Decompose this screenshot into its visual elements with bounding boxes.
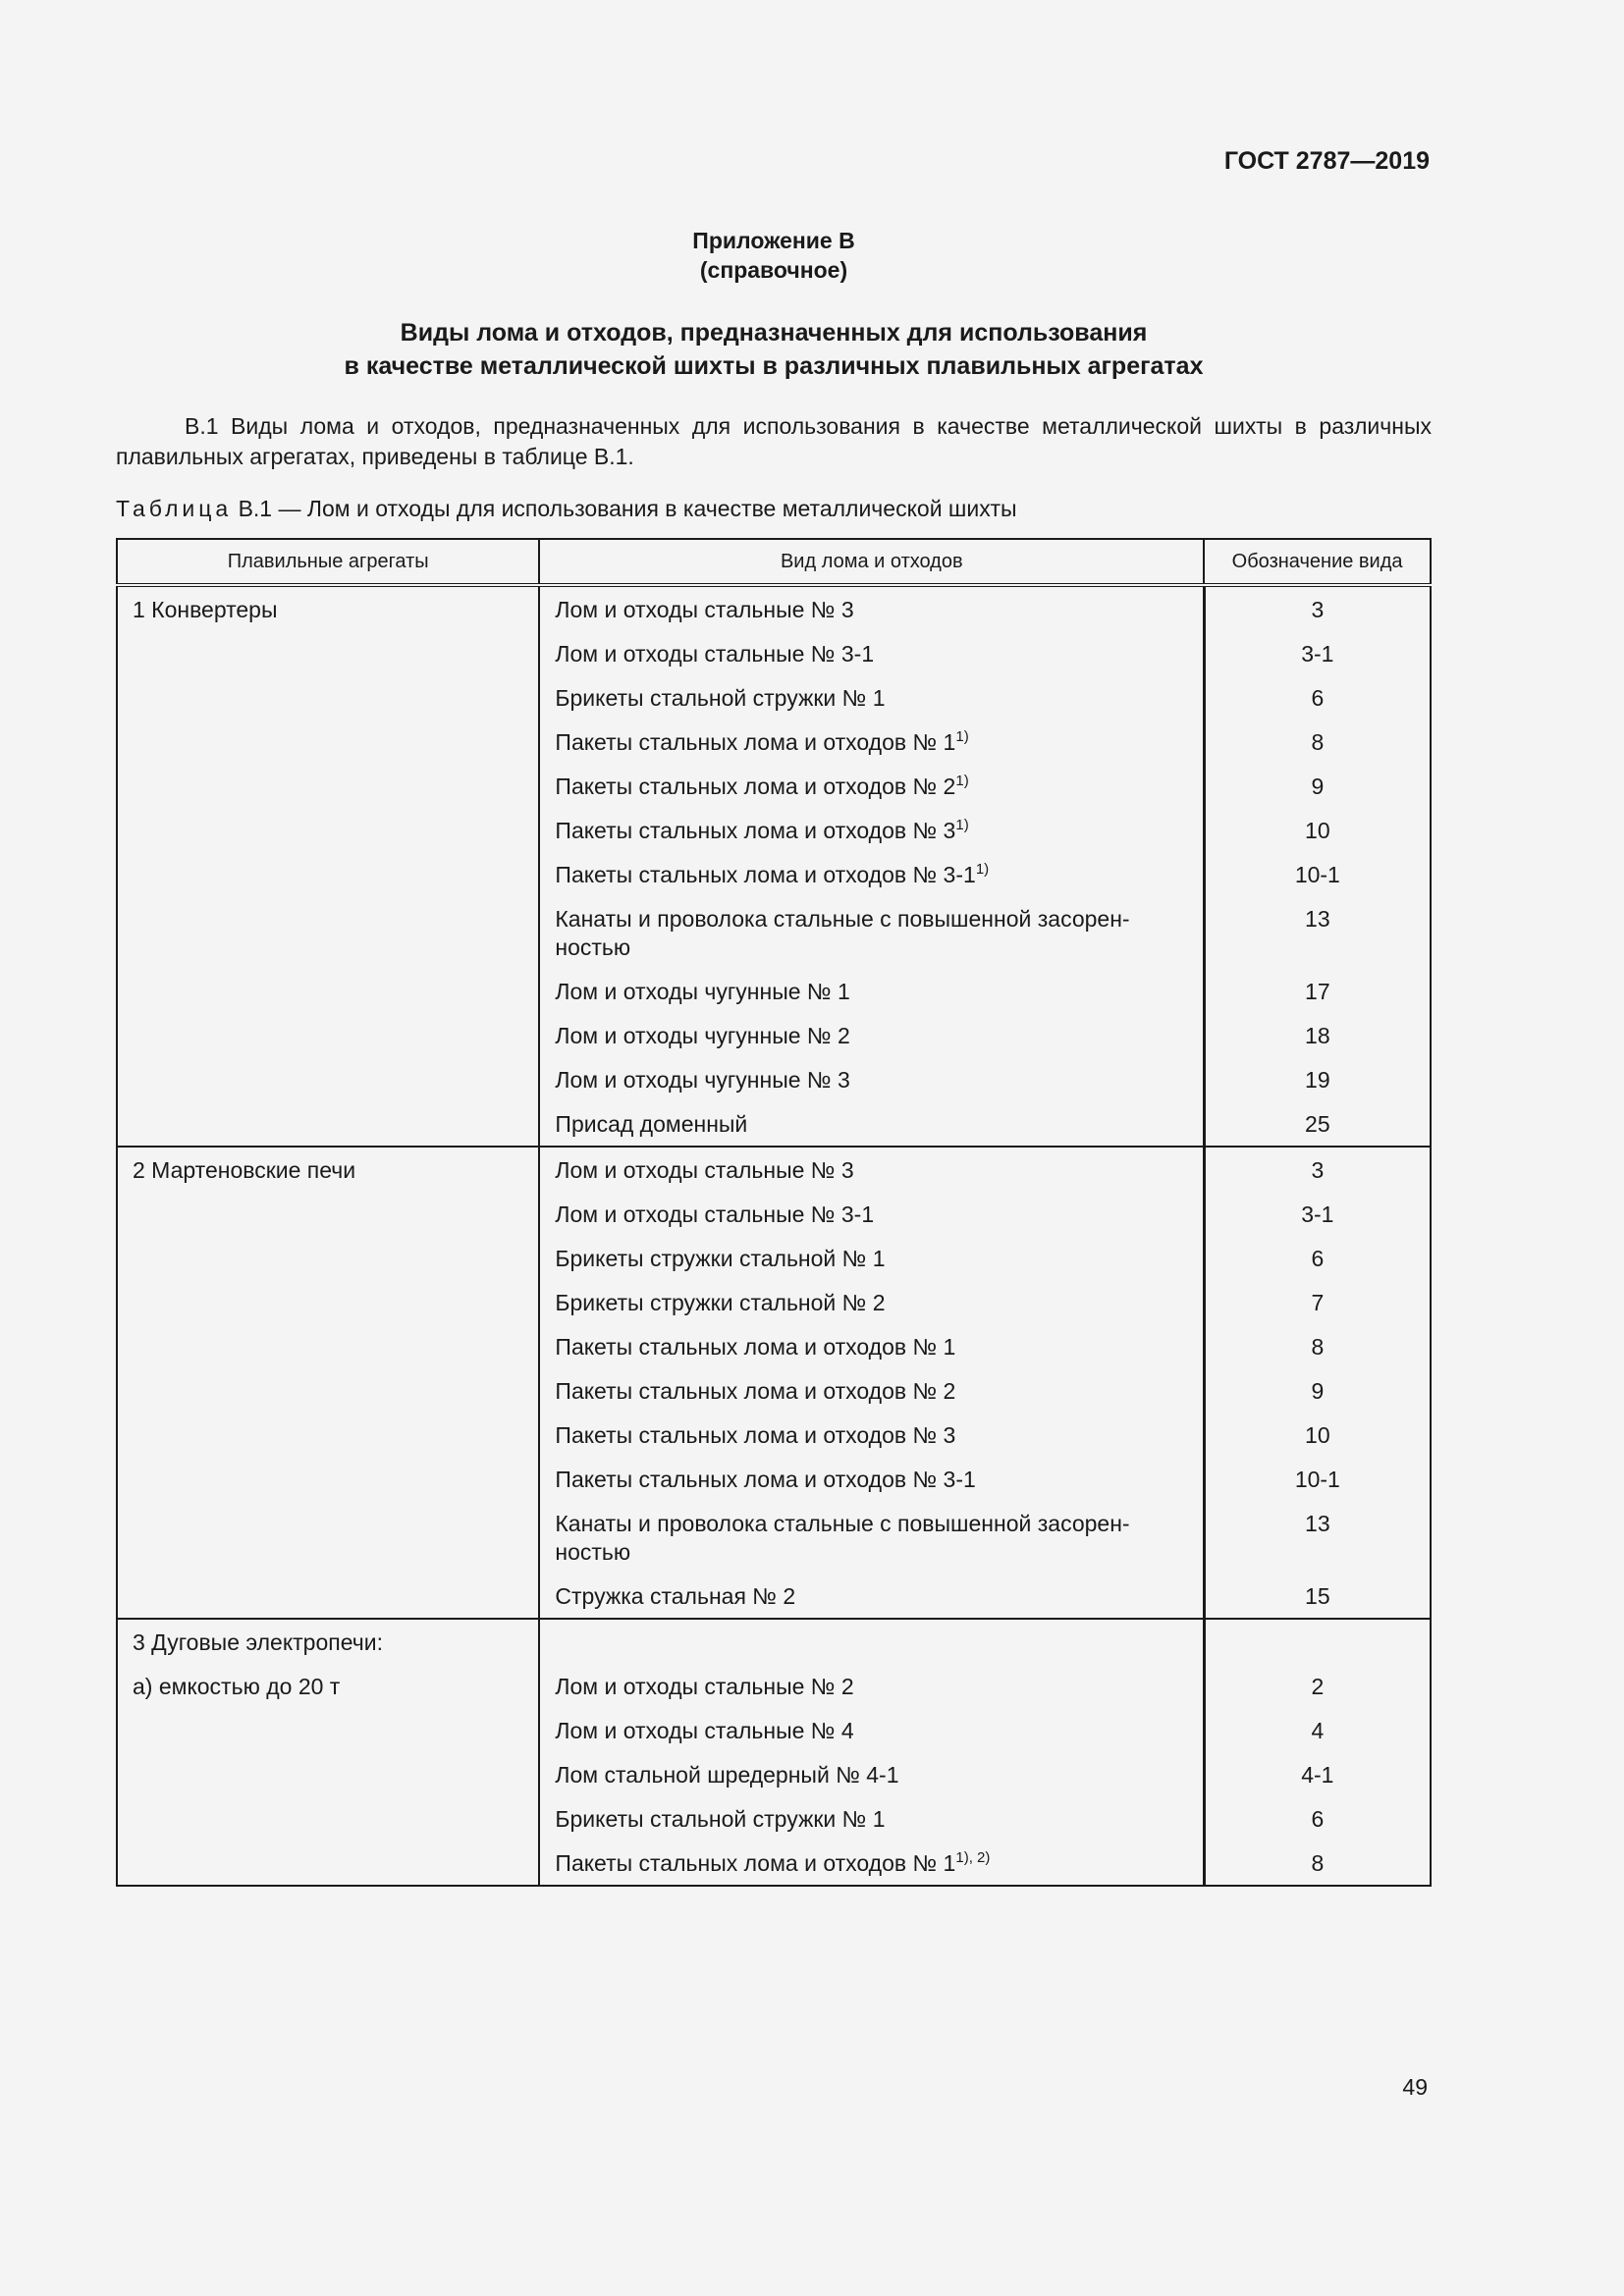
cell-furnace [117, 1752, 539, 1796]
scrap-kind-text: Пакеты стальных лома и отходов № 1 [555, 729, 956, 755]
cell-designation: 18 [1204, 1013, 1431, 1057]
cell-scrap-kind [539, 1368, 1204, 1413]
cell-designation: 3 [1204, 585, 1431, 631]
table-row [117, 1057, 1431, 1101]
scrap-kind-text: Лом и отходы стальные № 3-1 [555, 641, 875, 667]
footnote-ref: 1), 2) [955, 1849, 991, 1866]
cell-designation: 3 [1204, 1147, 1431, 1192]
table-header-row [117, 539, 1431, 585]
cell-scrap-kind [539, 1413, 1204, 1457]
cell-designation [1204, 1619, 1431, 1664]
table-row [117, 675, 1431, 720]
scrap-kind-text: Пакеты стальных лома и отходов № 1 [555, 1850, 956, 1876]
footnote-ref: 1) [955, 773, 969, 789]
table-row [117, 1192, 1431, 1236]
cell-designation: 13 [1204, 1501, 1431, 1574]
cell-designation: 9 [1204, 1368, 1431, 1413]
table-row [117, 1236, 1431, 1280]
cell-designation: 10 [1204, 1413, 1431, 1457]
scrap-kind-text: Пакеты стальных лома и отходов № 3 [555, 1422, 956, 1448]
title-line-2: в качестве металлической шихты в различных плавильных агрегатах [344, 352, 1204, 380]
cell-designation: 8 [1204, 1841, 1431, 1886]
cell-furnace: а) емкостью до 20 т [117, 1664, 539, 1708]
cell-designation: 8 [1204, 720, 1431, 764]
table-row [117, 1619, 1431, 1664]
cell-scrap-kind [539, 1796, 1204, 1841]
header-furnace: Плавильные агрегаты [117, 539, 539, 585]
cell-scrap-kind [539, 1752, 1204, 1796]
table-row [117, 1368, 1431, 1413]
cell-scrap-kind [539, 1708, 1204, 1752]
table-row [117, 764, 1431, 808]
cell-designation: 13 [1204, 896, 1431, 969]
table-row [117, 1324, 1431, 1368]
cell-furnace: 3 Дуговые электропечи: [117, 1619, 539, 1664]
caption-prefix: Таблица [116, 496, 233, 521]
scrap-kind-text: Пакеты стальных лома и отходов № 2 [555, 774, 956, 799]
cell-furnace [117, 852, 539, 896]
table-row [117, 1413, 1431, 1457]
scrap-kind-text: Лом и отходы стальные № 3-1 [555, 1201, 875, 1227]
cell-scrap-kind [539, 808, 1204, 852]
cell-furnace: 2 Мартеновские печи [117, 1147, 539, 1192]
cell-furnace [117, 1413, 539, 1457]
scrap-kind-text: Брикеты стальной стружки № 1 [555, 1806, 886, 1832]
cell-furnace [117, 1368, 539, 1413]
cell-scrap-kind [539, 631, 1204, 675]
cell-scrap-kind [539, 896, 1204, 969]
cell-furnace [117, 808, 539, 852]
cell-furnace [117, 1057, 539, 1101]
table-row [117, 1101, 1431, 1147]
table-row [117, 1752, 1431, 1796]
table-row [117, 969, 1431, 1013]
standard-id: ГОСТ 2787—2019 [1223, 147, 1430, 175]
cell-scrap-kind [539, 585, 1204, 631]
cell-designation: 10-1 [1204, 852, 1431, 896]
table-row [117, 896, 1431, 969]
cell-scrap-kind [539, 1324, 1204, 1368]
cell-furnace [117, 1841, 539, 1886]
cell-furnace [117, 1192, 539, 1236]
cell-designation: 10 [1204, 808, 1431, 852]
table-row [117, 1457, 1431, 1501]
table-row [117, 1841, 1431, 1886]
scrap-kind-text: Канаты и проволока стальные с повышенной засорен-ностью [555, 1511, 1130, 1565]
scrap-kind-text: Лом и отходы стальные № 4 [555, 1718, 854, 1743]
cell-furnace [117, 1796, 539, 1841]
cell-designation: 4-1 [1204, 1752, 1431, 1796]
cell-designation: 6 [1204, 1236, 1431, 1280]
cell-designation: 8 [1204, 1324, 1431, 1368]
table-row [117, 1280, 1431, 1324]
cell-furnace [117, 1324, 539, 1368]
cell-furnace [117, 631, 539, 675]
cell-furnace [117, 1457, 539, 1501]
footnote-ref: 1) [975, 861, 990, 878]
cell-designation: 19 [1204, 1057, 1431, 1101]
appendix-note: (справочное) [699, 257, 848, 283]
cell-designation: 4 [1204, 1708, 1431, 1752]
footnote-ref: 1) [955, 728, 969, 745]
footnote-ref: 1) [955, 817, 969, 833]
cell-scrap-kind [539, 1619, 1204, 1664]
scrap-kind-text: Брикеты стружки стальной № 1 [555, 1246, 886, 1271]
table-row [117, 852, 1431, 896]
header-designation: Обозначение вида [1204, 539, 1431, 585]
scrap-kind-text: Пакеты стальных лома и отходов № 3 [555, 818, 956, 843]
header-scrap-kind: Вид лома и отходов [539, 539, 1204, 585]
cell-scrap-kind [539, 1147, 1204, 1192]
cell-furnace [117, 1708, 539, 1752]
scrap-kind-text: Лом и отходы чугунные № 1 [555, 979, 850, 1004]
title-line-1: Виды лома и отходов, предназначенных для использования [400, 319, 1148, 347]
cell-designation: 3-1 [1204, 1192, 1431, 1236]
cell-furnace [117, 1013, 539, 1057]
cell-scrap-kind [539, 1664, 1204, 1708]
cell-scrap-kind [539, 1057, 1204, 1101]
cell-scrap-kind [539, 852, 1204, 896]
cell-designation: 7 [1204, 1280, 1431, 1324]
page-number: 49 [1402, 2074, 1428, 2100]
table-row [117, 631, 1431, 675]
cell-scrap-kind [539, 1236, 1204, 1280]
cell-furnace [117, 675, 539, 720]
cell-designation: 10-1 [1204, 1457, 1431, 1501]
scrap-kind-text: Лом и отходы чугунные № 2 [555, 1023, 850, 1048]
table-row [117, 1013, 1431, 1057]
scrap-kind-text: Брикеты стальной стружки № 1 [555, 685, 886, 711]
table-row [117, 808, 1431, 852]
appendix-heading [0, 226, 1547, 285]
cell-scrap-kind [539, 1192, 1204, 1236]
cell-scrap-kind [539, 1280, 1204, 1324]
cell-furnace: 1 Конвертеры [117, 585, 539, 631]
cell-designation: 15 [1204, 1574, 1431, 1619]
cell-furnace [117, 1280, 539, 1324]
cell-furnace [117, 1236, 539, 1280]
cell-scrap-kind [539, 675, 1204, 720]
scrap-kind-text: Лом и отходы стальные № 2 [555, 1674, 854, 1699]
table-row [117, 585, 1431, 631]
cell-furnace [117, 1501, 539, 1574]
cell-furnace [117, 896, 539, 969]
cell-designation: 6 [1204, 1796, 1431, 1841]
table-row [117, 1147, 1431, 1192]
scrap-kind-text: Лом и отходы стальные № 3 [555, 1157, 854, 1183]
cell-designation: 9 [1204, 764, 1431, 808]
scrap-kind-text: Стружка стальная № 2 [555, 1583, 796, 1609]
cell-furnace [117, 1574, 539, 1619]
intro-paragraph: В.1 Виды лома и отходов, предназначенных для использования в качестве металлической шихты в различных плавильных агрегатах, приведены в таблице В.1. [116, 413, 1432, 469]
table-row [117, 1708, 1431, 1752]
table-caption [116, 496, 1017, 522]
cell-scrap-kind [539, 1574, 1204, 1619]
scrap-kind-text: Лом стальной шредерный № 4-1 [555, 1762, 899, 1788]
cell-scrap-kind [539, 1013, 1204, 1057]
table-row [117, 1796, 1431, 1841]
cell-furnace [117, 720, 539, 764]
cell-designation: 2 [1204, 1664, 1431, 1708]
cell-scrap-kind [539, 1841, 1204, 1886]
scrap-kind-text: Лом и отходы стальные № 3 [555, 597, 854, 622]
scrap-kind-text: Пакеты стальных лома и отходов № 2 [555, 1378, 956, 1404]
cell-scrap-kind [539, 1501, 1204, 1574]
scrap-kind-text: Канаты и проволока стальные с повышенной засорен-ностью [555, 906, 1130, 960]
cell-furnace [117, 1101, 539, 1147]
scrap-kind-text: Пакеты стальных лома и отходов № 3-1 [555, 862, 976, 887]
table-row [117, 1574, 1431, 1619]
table-row [117, 720, 1431, 764]
cell-designation: 3-1 [1204, 631, 1431, 675]
cell-scrap-kind [539, 969, 1204, 1013]
scrap-kind-text: Брикеты стружки стальной № 2 [555, 1290, 886, 1315]
cell-scrap-kind [539, 1457, 1204, 1501]
page-title [0, 316, 1547, 383]
table-row [117, 1501, 1431, 1574]
cell-designation: 6 [1204, 675, 1431, 720]
cell-scrap-kind [539, 720, 1204, 764]
cell-furnace [117, 969, 539, 1013]
cell-designation: 17 [1204, 969, 1431, 1013]
cell-designation: 25 [1204, 1101, 1431, 1147]
cell-furnace [117, 764, 539, 808]
scrap-kind-text: Присад доменный [555, 1111, 748, 1137]
scrap-kind-text: Пакеты стальных лома и отходов № 3-1 [555, 1467, 976, 1492]
scrap-kind-text: Лом и отходы чугунные № 3 [555, 1067, 850, 1093]
scrap-kind-text: Пакеты стальных лома и отходов № 1 [555, 1334, 956, 1360]
caption-text: В.1 — Лом и отходы для использования в качестве металлической шихты [232, 496, 1017, 521]
table-row [117, 1664, 1431, 1708]
cell-scrap-kind [539, 1101, 1204, 1147]
scrap-table [116, 538, 1432, 1887]
cell-scrap-kind [539, 764, 1204, 808]
appendix-label: Приложение В [692, 228, 855, 253]
